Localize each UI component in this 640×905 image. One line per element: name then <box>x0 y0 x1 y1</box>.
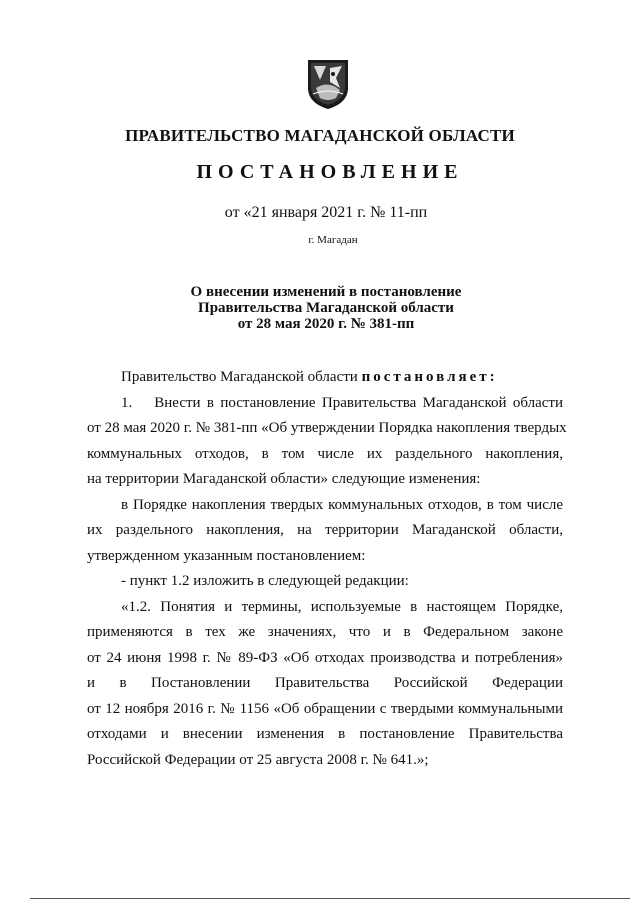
paragraph-2-line: утвержденном указанным постановлением: <box>87 547 366 564</box>
paragraph-2-line: их раздельного накопления, на территории Магаданской области, <box>87 522 563 538</box>
document-body <box>87 365 567 773</box>
paragraph-2-line: в Порядке накопления твердых коммунальных отходов, в том числе <box>121 496 563 513</box>
preamble-text: Правительство Магаданской области <box>121 369 362 385</box>
document-city: г. Магадан <box>308 234 358 246</box>
paragraph-4-line: применяются в тех же значениях, что и в Федеральном законе <box>87 624 563 640</box>
paragraph-4-line: от 24 июня 1998 г. № 89-ФЗ «Об отходах производства и потребления» <box>87 649 563 666</box>
paragraph-4-line: отходами и внесении изменения в постановление Правительства <box>87 726 563 742</box>
paragraph-text: Внести в постановление Правительства Магаданской области <box>154 394 563 411</box>
paragraph-4-line: «1.2. Понятия и термины, используемые в настоящем Порядке, <box>121 598 563 615</box>
paragraph-1-line: от 28 мая 2020 г. № 381-пп «Об утверждении Порядка накопления твердых <box>87 420 567 436</box>
page-bottom-rule <box>30 898 630 899</box>
paragraph-4-line: от 12 ноября 2016 г. № 1156 «Об обращении с твердыми коммунальными <box>87 700 563 717</box>
paragraph-1-line: коммунальных отходов, в том числе их раздельного накопления, <box>87 445 563 462</box>
paragraph-4-line: Российской Федерации от 25 августа 2008 г. № 641.»; <box>87 751 429 768</box>
subject-line: О внесении изменений в постановление <box>190 284 462 300</box>
document-type: ПОСТАНОВЛЕНИЕ <box>196 161 464 183</box>
document-date-number: от «21 января 2021 г. № 11-пп <box>224 204 428 221</box>
paragraph-3-line: - пункт 1.2 изложить в следующей редакции: <box>121 573 409 589</box>
subject-line: от 28 мая 2020 г. № 381-пп <box>237 316 415 332</box>
paragraph-1-line: на территории Магаданской области» следующие изменения: <box>87 471 481 487</box>
preamble <box>87 365 563 391</box>
paragraph-1-line <box>87 391 563 417</box>
coat-of-arms-icon <box>306 58 350 110</box>
organization-title: ПРАВИТЕЛЬСТВО МАГАДАНСКОЙ ОБЛАСТИ <box>125 126 515 145</box>
paragraph-4-line: и в Постановлении Правительства Российской Федерации <box>87 675 563 691</box>
paragraph-number: 1. <box>121 394 133 411</box>
decree-word: постановляет: <box>361 369 498 385</box>
document-subject <box>0 284 640 332</box>
subject-line: Правительства Магаданской области <box>198 300 454 316</box>
